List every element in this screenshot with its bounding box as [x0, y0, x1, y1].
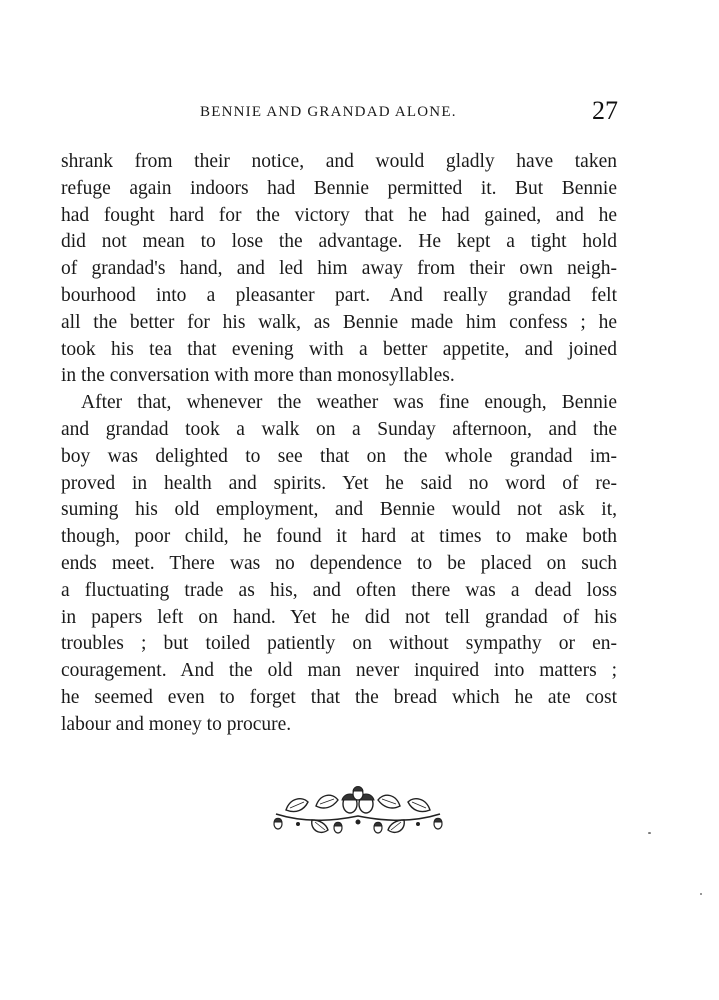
text-line: of grandad's hand, and led him away from their own neigh-	[61, 258, 617, 280]
text-line: shrank from their notice, and would gladly have taken	[61, 151, 617, 172]
scan-speck	[648, 832, 651, 834]
text-line: had fought hard for the victory that he had gained, and he	[61, 204, 617, 226]
text-line: in papers left on hand. Yet he did not tell grandad of his	[61, 606, 617, 628]
paragraph-2	[61, 390, 617, 738]
text-line: took his tea that evening with a better appetite, and joined	[61, 338, 617, 360]
acorn-oak-leaf-ornament-icon	[268, 780, 448, 840]
text-line: he seemed even to forget that the bread which he ate cost	[61, 686, 617, 708]
text-line: troubles ; but toiled patiently on without sympathy or en-	[61, 633, 617, 655]
running-head: BENNIE AND GRANDAD ALONE.	[200, 104, 457, 120]
body-text	[61, 149, 617, 739]
text-line: did not mean to lose the advantage. He kept a tight hold	[61, 231, 617, 253]
text-line: in the conversation with more than monosyllables.	[61, 365, 455, 387]
text-line: though, poor child, he found it hard at times to make both	[61, 526, 617, 548]
text-line: suming his old employment, and Bennie would not ask it,	[61, 499, 617, 521]
text-line: boy was delighted to see that on the whole grandad im-	[61, 445, 617, 467]
text-line: a fluctuating trade as his, and often there was a dead loss	[61, 579, 617, 601]
text-line: couragement. And the old man never inquired into matters ;	[61, 660, 617, 682]
text-line: proved in health and spirits. Yet he said no word of re-	[61, 472, 617, 494]
text-line: bourhood into a pleasanter part. And really grandad felt	[61, 284, 617, 306]
text-line: and grandad took a walk on a Sunday afternoon, and the	[61, 418, 617, 440]
text-line: After that, whenever the weather was fine enough, Bennie	[81, 392, 617, 414]
text-line: ends meet. There was no dependence to be placed on such	[61, 552, 617, 574]
text-line: all the better for his walk, as Bennie made him confess ; he	[61, 311, 617, 333]
page-number: 27	[592, 96, 618, 125]
text-line: refuge again indoors had Bennie permitted it. But Bennie	[61, 177, 617, 199]
scan-speck	[700, 893, 702, 895]
paragraph-1	[61, 149, 617, 390]
text-line: labour and money to procure.	[61, 713, 292, 735]
